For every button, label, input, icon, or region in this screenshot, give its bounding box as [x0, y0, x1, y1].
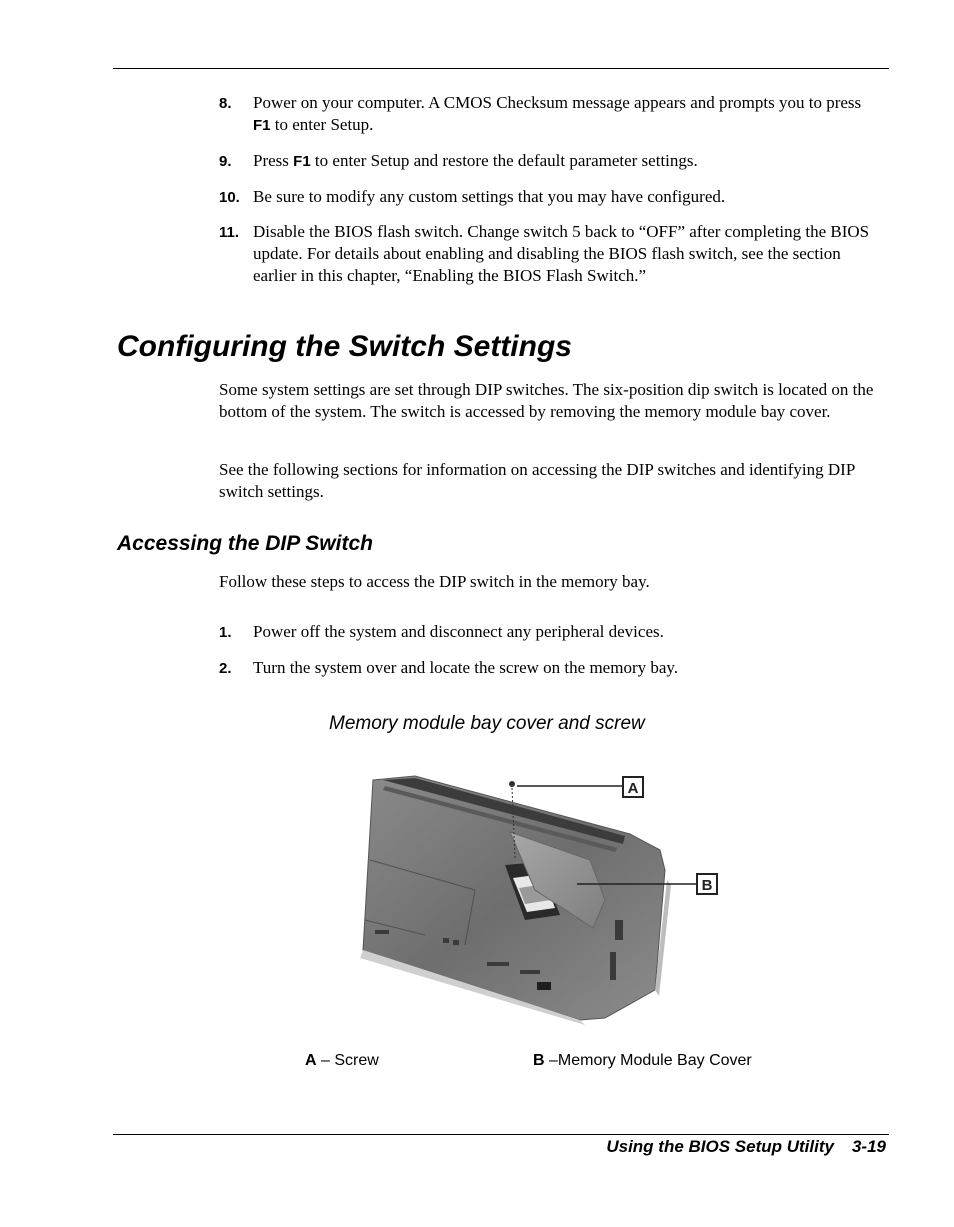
- key-label: F1: [293, 153, 311, 170]
- header-rule: [113, 68, 889, 69]
- step-text: Disable the BIOS flash switch. Change switch 5 back to “OFF” after completing the BIOS update. For details about enabling and disabling the BIOS flash switch, see the section earlier in this chapter, “Enabling the BIOS Flash Switch.”: [253, 222, 870, 285]
- screw: [509, 781, 515, 787]
- step-number: 2.: [219, 660, 232, 677]
- step-text: Power off the system and disconnect any peripheral devices.: [253, 622, 664, 641]
- step-8: [219, 92, 879, 137]
- step-text: Be sure to modify any custom settings that you may have configured.: [253, 187, 726, 206]
- callout-a-label: A: [627, 780, 639, 797]
- legend-bay-cover: B –Memory Module Bay Cover: [533, 1052, 752, 1069]
- key-label: F1: [253, 117, 271, 134]
- figure-caption: Memory module bay cover and screw: [329, 713, 645, 734]
- step-number: 11.: [219, 224, 240, 241]
- step-number: 8.: [219, 95, 232, 112]
- step-1: [219, 621, 879, 643]
- page-footer: [606, 1137, 886, 1157]
- legend-screw: A – Screw: [305, 1052, 379, 1069]
- step-number: 9.: [219, 153, 232, 170]
- step-2: [219, 657, 879, 679]
- footer-rule: [113, 1134, 889, 1135]
- step-number: 10.: [219, 189, 240, 206]
- subsection-title: Accessing the DIP Switch: [117, 532, 373, 555]
- section-title: Configuring the Switch Settings: [117, 330, 572, 363]
- step-text: Power on your computer. A CMOS Checksum message appears and prompts you to press F1 to enter Setup.: [253, 93, 862, 134]
- step-number: 1.: [219, 624, 232, 641]
- step-11: [219, 221, 879, 287]
- step-10: [219, 186, 879, 208]
- subsection-intro: Follow these steps to access the DIP switch in the memory bay.: [219, 572, 650, 591]
- footer-title: Using the BIOS Setup Utility: [606, 1137, 834, 1156]
- section-paragraph-1: Some system settings are set through DIP switches. The six-position dip switch is located on the bottom of the system. The switch is accessed by removing the memory module bay cover.: [219, 380, 874, 421]
- step-9: [219, 150, 879, 173]
- step-text: Press F1 to enter Setup and restore the default parameter settings.: [253, 151, 698, 170]
- laptop-bottom-illustration: [355, 770, 725, 1026]
- step-text: Turn the system over and locate the screw on the memory bay.: [253, 658, 679, 677]
- callout-b-label: B: [701, 877, 713, 894]
- page-number: 3-19: [851, 1137, 886, 1156]
- section-paragraph-2: See the following sections for information on accessing the DIP switches and identifying DIP switch settings.: [219, 460, 855, 501]
